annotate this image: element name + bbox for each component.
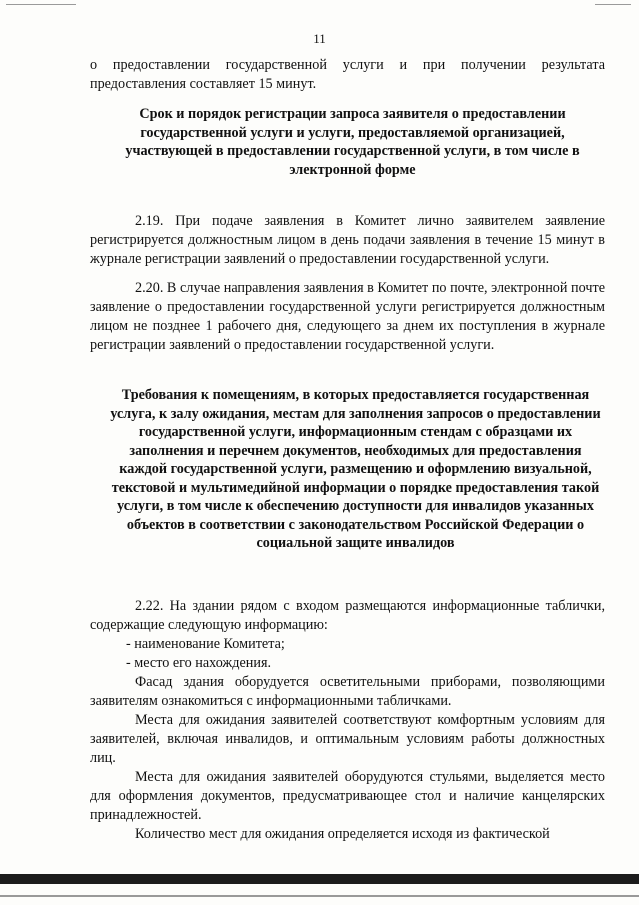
paragraph-2-19: 2.19. При подаче заявления в Комитет лично заявителем заявление регистрируется должностным лицом в день подачи заявления в течение 15 минут в журнале регистрации заявлений о предоставлении государственной услуги. (90, 213, 605, 267)
paragraph-2-20: 2.20. В случае направления заявления в Комитет по почте, электронной почте заявление о предоставлении государственной услуги регистрируется должностным лицом не позднее 1 рабочего дня, следующего за днем их поступления в журнале регистрации заявлений о предоставлении государственной услуги. (90, 280, 605, 353)
scan-artifact (6, 4, 76, 5)
paragraph-facade: Фасад здания оборудуется осветительными приборами, позволяющими заявителям ознакомиться с информационными табличками. (90, 674, 605, 709)
page-number: 11 (313, 31, 326, 46)
paragraph-waiting-chairs: Места для ожидания заявителей оборудуются стульями, выделяется место для оформления документов, предусматривающее стол и наличие канцелярских принадлежностей. (90, 769, 605, 823)
paragraph-seat-count: Количество мест для ожидания определяется исходя из фактической (135, 826, 550, 842)
paragraph-2-22: 2.22. На здании рядом с входом размещаются информационные таблички, содержащие следующую информацию: (90, 598, 605, 633)
section-heading-registration: Срок и порядок регистрации запроса заявителя о предоставлении государственной услуги и услуги, предоставляемой организацией, участвующей в предоставлении государственной услуги, в том числе в электронной форме (125, 106, 580, 178)
scan-artifact (595, 4, 631, 5)
scan-bottom-edge (0, 874, 639, 884)
continuation-paragraph: о предоставлении государственной услуги и при получении результата предоставления составляет 15 минут. (90, 57, 605, 92)
list-item: - место его нахождения. (126, 655, 272, 671)
scan-bottom-edge-line (0, 895, 639, 897)
paragraph-waiting-comfort: Места для ожидания заявителей соответствуют комфортным условиям для заявителей, включая инвалидов, и оптимальным условиям работы должностных лиц. (90, 712, 605, 766)
list-item: - наименование Комитета; (126, 636, 285, 652)
section-heading-premises: Требования к помещениям, в которых предоставляется государственная услуга, к залу ожидания, местам для заполнения запросов о предоставлении государственной услуги, информационным стендам с образцами их заполнения и перечнем документов, необходимых для предоставления каждой государственной услуги, размещению и оформлению визуальной, текстовой и мультимедийной информации о порядке предоставления такой услуги, в том числе к обеспечению доступности для инвалидов указанных объектов в соответствии с законодательством Российской Федерации о социальной защите инвалидов (110, 387, 601, 551)
